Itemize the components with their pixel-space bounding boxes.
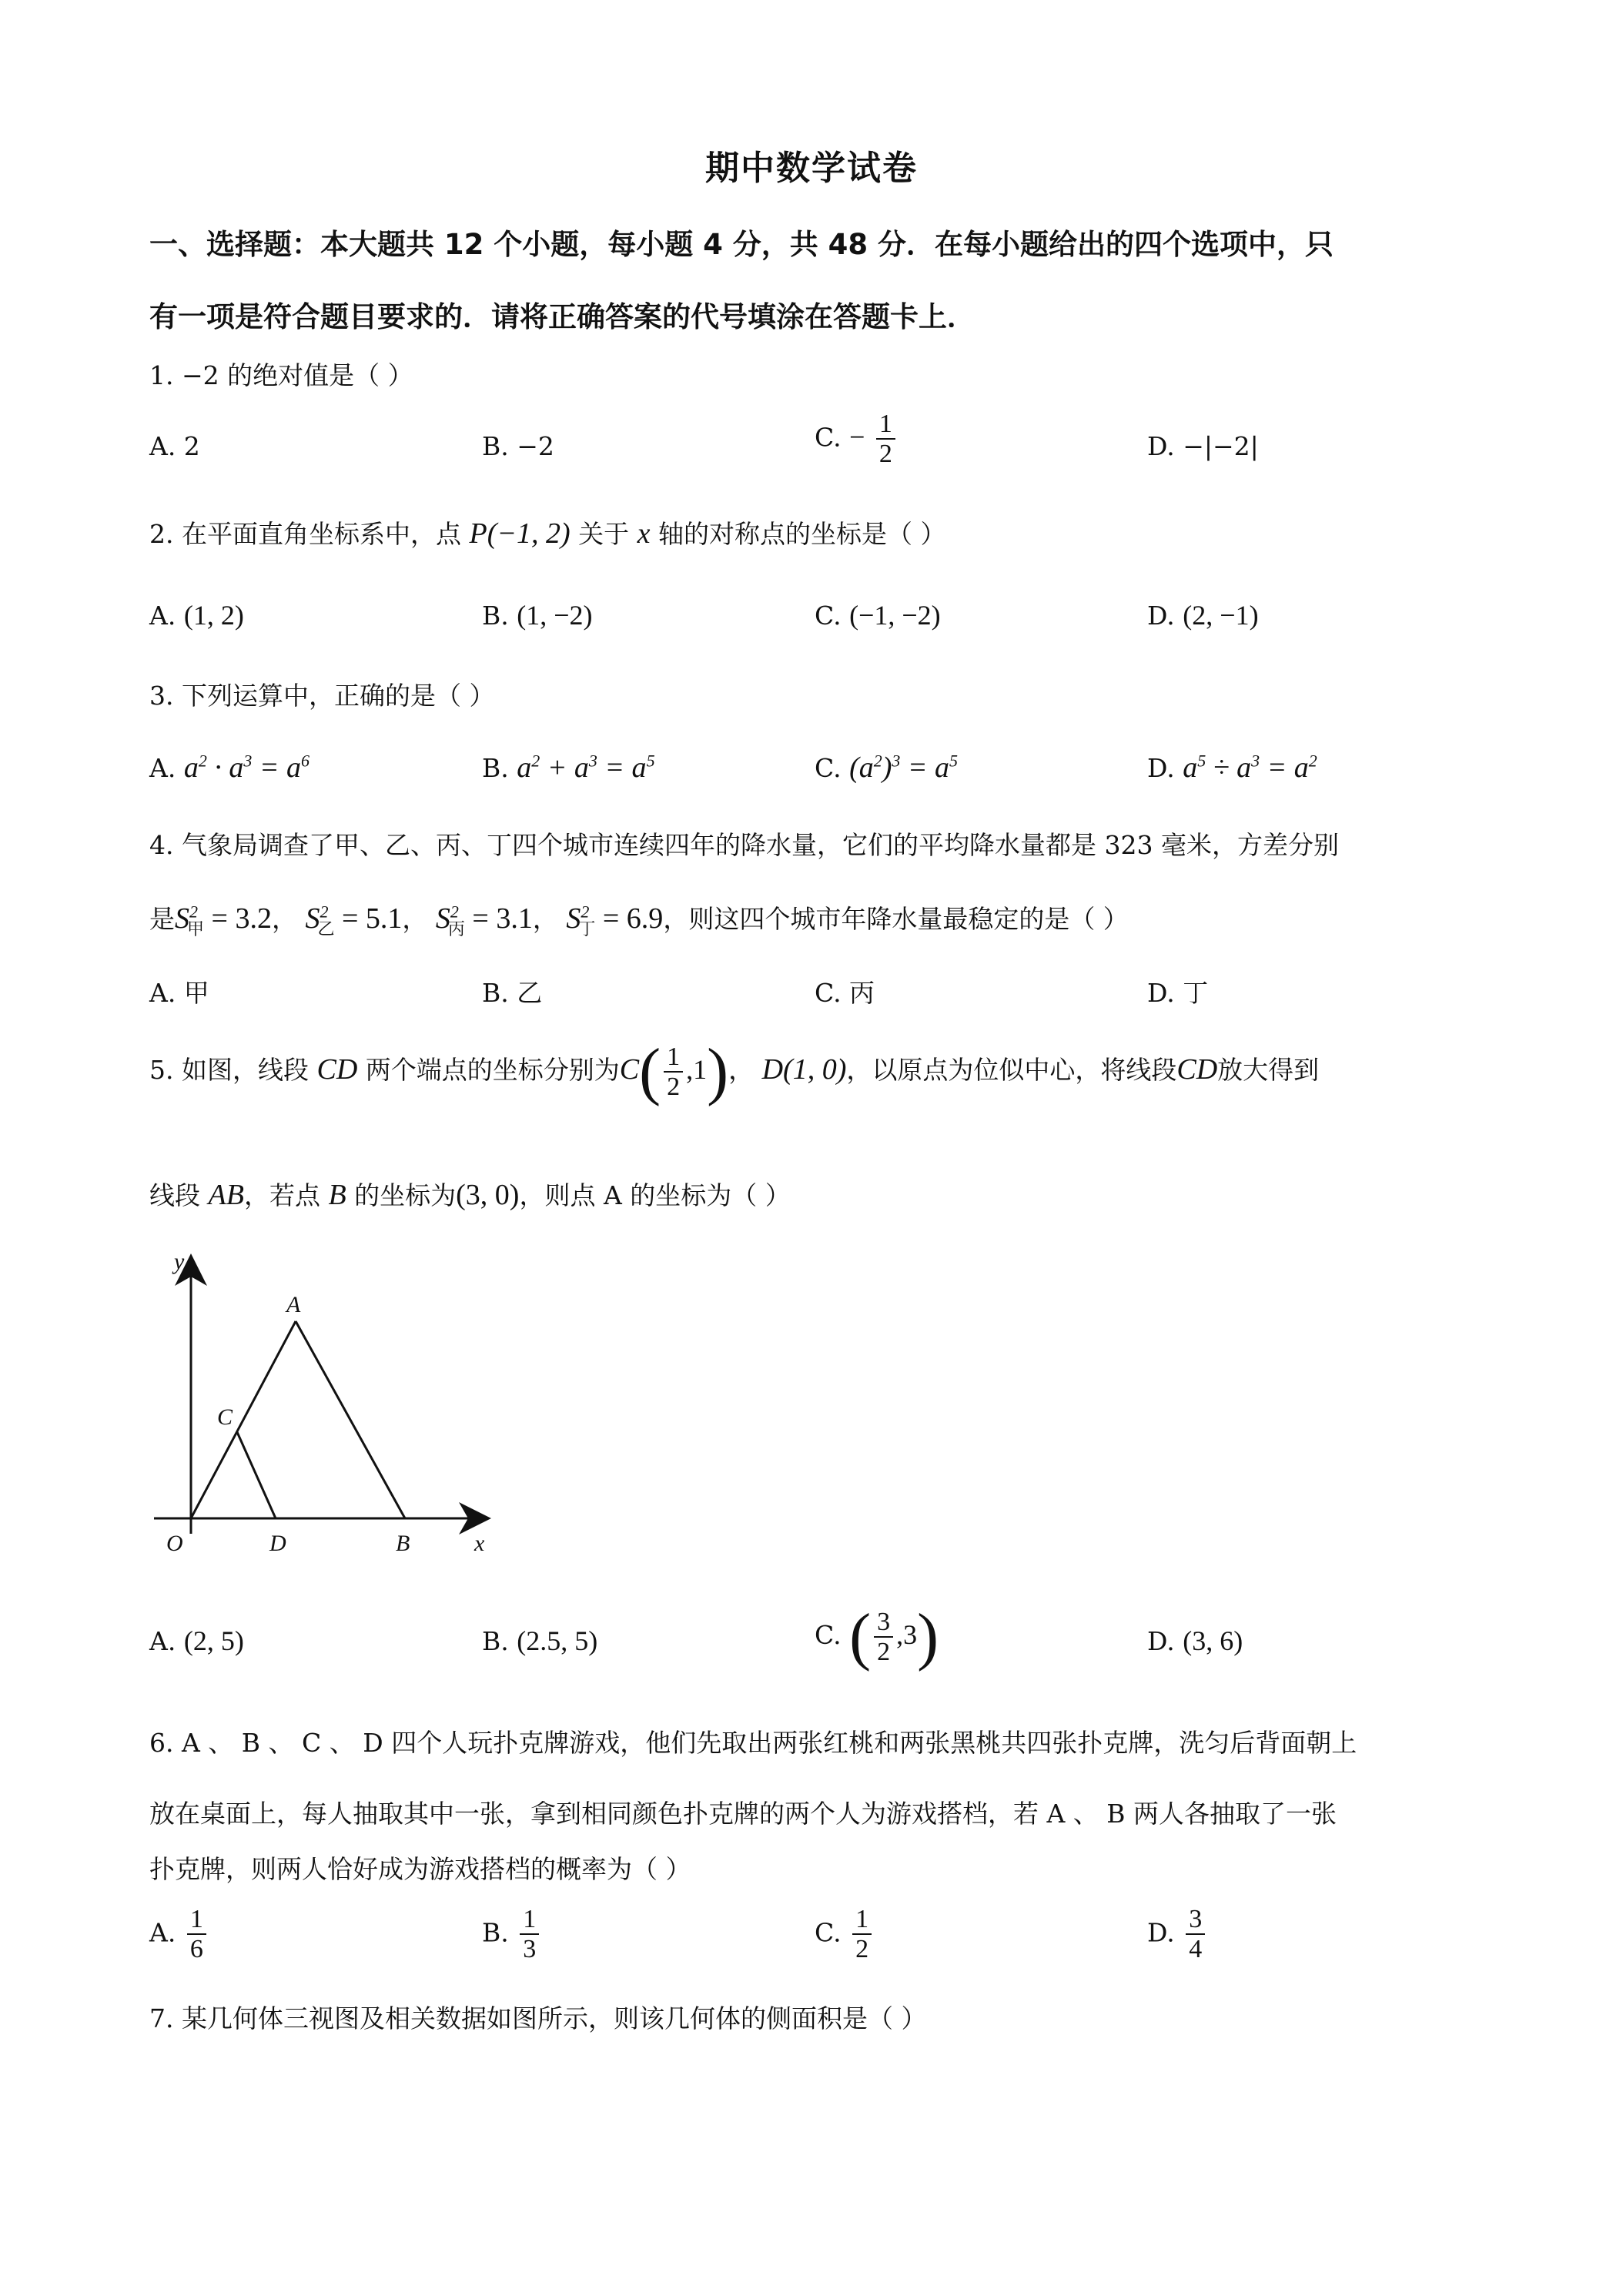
q2-c-label: C. [815,601,842,631]
question-6-line3: 扑克牌，则两人恰好成为游戏搭档的概率为（ ） [149,1854,691,1884]
q5-line2-pre: 线段 [149,1180,200,1210]
label-d: D [269,1531,286,1556]
question-4-stem-line2: 是$S^2_甲 = 3.2$， $S^2_乙 = 5.1$， $S^2_丙 = 3.1$， $S^2_丁 = 6.9$，则这四个城市年降水量最稳定的是（ ） [149,902,1129,939]
q6-option-b [482,1905,542,1964]
segment-cd [237,1432,276,1518]
q5-a-value: (2, 5) [183,1625,244,1656]
q1-c-numerator: 1 [876,410,895,440]
q5-c-label: C. [815,1620,842,1650]
q5-mid: 两个端点的坐标分别为 [365,1055,620,1085]
q1-option-a: A. 2 [149,431,200,461]
q6-a-label: A. [149,1917,176,1948]
question-4-stem-line1: 4. 气象局调查了甲、乙、丙、丁四个城市连续四年的降水量，它们的平均降水量都是 323 毫米，方差分别 [149,830,1339,860]
q3-b-label: B. [482,753,509,783]
q5-option-c: C. ( $\frac{3}{2}$ ,3) [815,1601,939,1672]
q4-s-jia: $S^2_甲 = 3.2$ [175,902,272,939]
q6-d-label: D. [1147,1917,1175,1948]
section-heading-line2: 有一项是符合题目要求的．请将正确答案的代号填涂在答题卡上． [149,300,975,333]
q3-option-a [149,751,310,785]
q5-option-d [1147,1625,1243,1657]
q6-b-label: B. [482,1917,509,1948]
q5-segment-cd: CD [316,1053,358,1086]
question-5-stem-line2 [149,1176,1497,1212]
q3-d-expr: $a^5 \div a^3 = a^2$ [1183,751,1317,784]
q5-b-value: (2.5, 5) [517,1625,598,1656]
q5-line2-mid: ，若点 [243,1180,320,1210]
q2-b-label: B. [482,601,509,631]
q2-option-a [149,599,244,631]
q6-option-d [1147,1905,1208,1964]
question-2-stem [149,514,1497,551]
question-6-line1: 6. A 、 B 、 C 、 D 四个人玩扑克牌游戏，他们先取出两张红桃和两张黑桃共四张扑克牌，洗匀后背面朝上 [149,1728,1357,1758]
q6-d-fraction: $\frac{3}{4}$ [1186,1905,1205,1964]
q3-d-label: D. [1147,753,1175,783]
q4-stem2-post: ，则这四个城市年降水量最稳定的是（ ） [663,904,1129,934]
question-1-stem: 1. −2 的绝对值是（ ） [149,360,413,390]
q5-point-b: B [328,1179,346,1211]
label-o: O [166,1531,183,1556]
q5-b-label: B. [482,1626,509,1656]
question-7-stem: 7. 某几何体三视图及相关数据如图所示，则该几何体的侧面积是（ ） [149,2003,927,2033]
label-a: A [286,1292,301,1317]
segment-oa [191,1321,296,1518]
q2-d-label: D. [1147,601,1175,631]
question-6-line2: 放在桌面上，每人抽取其中一张，拿到相同颜色扑克牌的两个人为游戏搭档，若 A 、 B 两人各抽取了一张 [149,1799,1337,1829]
q4-stem2-pre: 是 [149,904,175,934]
label-y: y [174,1249,185,1274]
q2-stem-pre: 2. 在平面直角坐标系中，点 [149,519,461,549]
q2-c-value: (−1, −2) [849,600,941,631]
q5-end: 放大得到 [1217,1055,1320,1085]
q5-line2-post: ，则点 A 的坐标为（ ） [519,1180,791,1210]
q5-d-value: (3, 6) [1183,1625,1243,1656]
q5-a-label: A. [149,1626,176,1656]
segment-ab [296,1321,405,1518]
q2-b-value: (1, −2) [517,600,593,631]
q2-d-value: (2, −1) [1183,600,1259,631]
page-title: 期中数学试卷 [705,149,918,188]
q1-option-b: B. −2 [482,431,554,461]
q4-option-d: D. 丁 [1147,978,1209,1008]
label-c: C [217,1404,233,1430]
q5-pre: 5. 如图，线段 [149,1055,309,1085]
question-3-stem: 3. 下列运算中，正确的是（ ） [149,681,495,711]
q2-a-label: A. [149,601,176,631]
q4-s-ding: $S^2_丁 = 6.9$ [566,902,664,939]
q2-option-b [482,599,593,631]
q1-option-c-fraction [876,410,895,469]
q6-option-c [815,1905,875,1964]
q6-option-a [149,1905,209,1964]
q1-option-c-label: C. [815,422,842,453]
q3-c-label: C. [815,753,842,783]
q3-option-c [815,751,958,785]
q5-c-fraction: $\frac{1}{2}$ [664,1043,683,1102]
q5-b-coord: (3, 0) [456,1179,520,1211]
question-5-stem-line1: 5. 如图，线段 CD 两个端点的坐标分别为C( $\frac{1}{2}$ ,1)， D(1, 0)，以原点为位似中心，将线段CD放大得到 [149,1036,1320,1107]
q6-b-fraction: $\frac{1}{3}$ [520,1905,539,1964]
q5-coordinate-figure [143,1241,505,1572]
q5-d-label: D. [1147,1626,1175,1656]
q2-option-c [815,599,941,631]
label-x: x [474,1531,485,1556]
q5-option-a [149,1625,244,1657]
q3-option-b [482,751,655,785]
q1-option-d: D. −|−2| [1147,431,1259,461]
q2-stem-post: 轴的对称点的坐标是（ ） [658,519,946,549]
q2-option-d [1147,599,1259,631]
q5-option-b [482,1625,597,1657]
q1-c-denominator: 2 [878,440,892,469]
q2-point-p: P(−1, 2) [469,517,571,550]
section-heading-line1: 一、选择题：本大题共 12 个小题，每小题 4 分，共 48 分．在每小题给出的四个选项中，只 [149,228,1334,261]
q6-c-fraction: $\frac{1}{2}$ [852,1905,872,1964]
q5-post: ，以原点为位似中心，将线段 [846,1055,1177,1085]
q3-b-expr: $a^2 + a^3 = a^5$ [517,751,655,784]
q4-option-b: B. 乙 [482,978,543,1008]
q2-stem-mid: 关于 [578,519,630,549]
q5-point-d: D(1, 0) [761,1053,847,1086]
q5-c-fraction: $\frac{3}{2}$ [874,1608,893,1667]
q1-option-c [815,410,899,469]
q6-a-fraction: $\frac{1}{6}$ [187,1905,206,1964]
q5-line2-mid2: 的坐标为 [354,1180,457,1210]
label-b: B [396,1531,410,1556]
q4-s-bing: $S^2_丙 = 3.1$ [435,902,533,939]
q3-option-d [1147,751,1317,785]
q3-a-expr: $a^2 \cdot a^3 = a^6$ [183,751,310,784]
q5-point-c: C [619,1053,640,1086]
q2-a-value: (1, 2) [183,600,244,631]
q4-option-c: C. 丙 [815,978,875,1008]
q4-s-yi: $S^2_乙 = 5.1$ [305,902,403,939]
q1-option-c-sign: − [849,421,865,453]
q2-x-axis: x [637,517,651,550]
q6-c-label: C. [815,1917,842,1948]
q5-segment-ab: AB [208,1179,244,1211]
q4-option-a: A. 甲 [149,978,209,1008]
q3-c-expr: $(a^2)^3 = a^5$ [849,751,959,784]
q5-segment-cd-2: CD [1176,1053,1218,1086]
q3-a-label: A. [149,753,176,783]
